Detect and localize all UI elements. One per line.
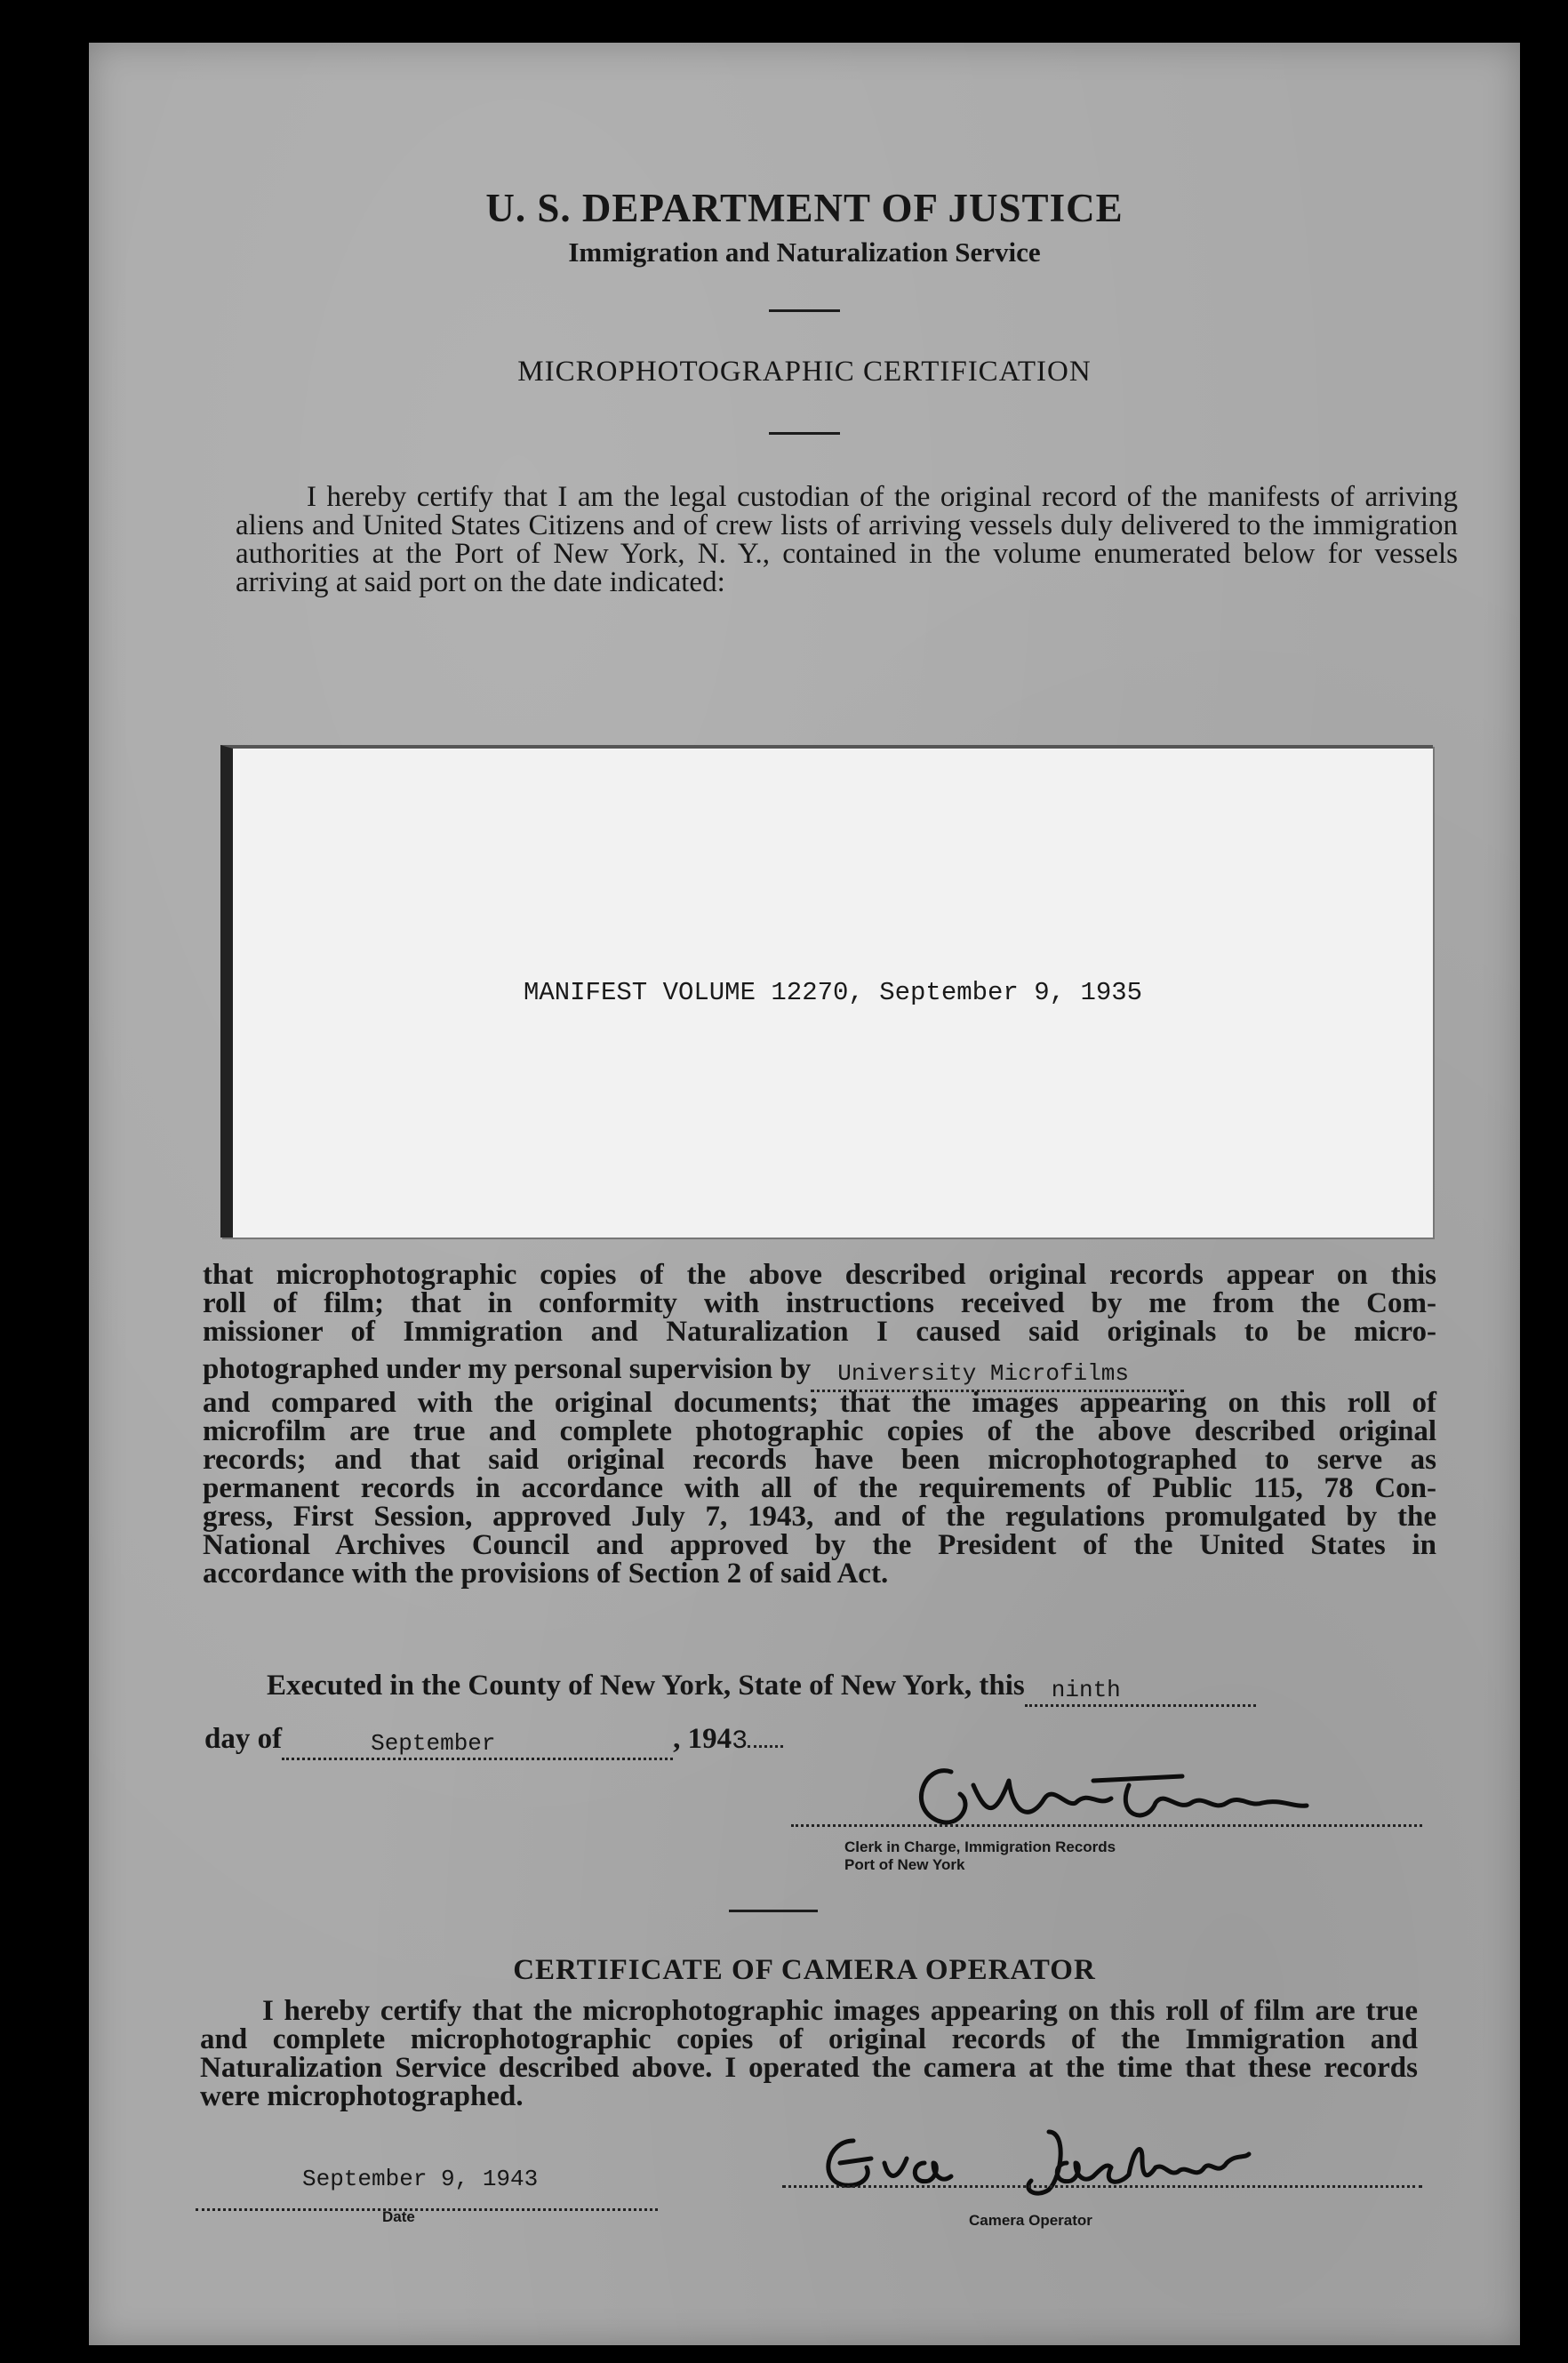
body-line: roll of film; that in conformity with instructions received by me from the Com-: [203, 1287, 1436, 1319]
year-digit: 3: [732, 1726, 748, 1757]
certification-title: MICROPHOTOGRAPHIC CERTIFICATION: [517, 356, 1092, 388]
intro-paragraph: I hereby certify that I am the legal custodian of the original record of the manifests of arriving aliens and United States Citizens and of crew lists of arriving vessels duly delivered to the immigration authorities at the Port of New York, N. Y., contained in the volume enumerated below for vessels arriving at said port on the date indicated:: [236, 481, 1458, 598]
photographer-field: [811, 1358, 1184, 1392]
body-line: permanent records in accordance with all of the requirements of Public 115, 78 Con-: [203, 1472, 1436, 1504]
divider-rule-1: [769, 309, 840, 312]
photographer-prefix: photographed under my personal supervision by: [203, 1353, 812, 1385]
body-line: missioner of Immigration and Naturalization I caused said originals to be micro-: [203, 1316, 1436, 1348]
year-dots: [748, 1745, 783, 1748]
day-field: [1025, 1671, 1256, 1707]
camera-operator-paragraph: I hereby certify that the microphotographic images appearing on this roll of film are true and complete microphotographic copies of original records of the Immigration and Naturalization Service described above. I operated the camera at the time that these records were microphotographed.: [200, 1995, 1418, 2112]
body-line: accordance with the provisions of Section 2 of said Act.: [203, 1558, 889, 1590]
body-line: gress, First Session, approved July 7, 1943, and of the regulations promulgated by the: [203, 1501, 1436, 1533]
year-prefix: , 194: [673, 1723, 732, 1755]
camera-operator-title: CERTIFICATE OF CAMERA OPERATOR: [513, 1954, 1096, 1986]
month-value: September: [371, 1730, 496, 1757]
date-value: September 9, 1943: [302, 2166, 539, 2192]
service-subheading: Immigration and Naturalization Service: [568, 236, 1041, 268]
body-line: microfilm are true and complete photographic copies of the above described original: [203, 1415, 1436, 1447]
day-of-label: day of: [204, 1723, 283, 1755]
body-line: National Archives Council and approved by the President of the United States in: [203, 1529, 1436, 1561]
manifest-insert-card: [220, 745, 1433, 1238]
department-heading: U. S. DEPARTMENT OF JUSTICE: [485, 186, 1124, 230]
date-label: Date: [382, 2208, 415, 2225]
execution-prefix: Executed in the County of New York, State of New York, this: [267, 1670, 1025, 1702]
clerk-title-line2: Port of New York: [844, 1856, 965, 1873]
execution-line: [267, 1670, 1256, 1705]
divider-rule-3: [729, 1910, 818, 1912]
manifest-volume-text: MANIFEST VOLUME 12270, September 9, 1935: [523, 978, 1143, 1007]
camera-operator-signature-line: [782, 2185, 1422, 2188]
clerk-title-line1: Clerk in Charge, Immigration Records: [844, 1838, 1116, 1855]
camera-operator-label: Camera Operator: [969, 2212, 1092, 2229]
body-line: and compared with the original documents; that the images appearing on this roll of: [203, 1387, 1436, 1419]
day-value: ninth: [1051, 1677, 1121, 1703]
day-of-line: [204, 1723, 783, 1758]
divider-rule-2: [769, 432, 840, 435]
clerk-title: [844, 1838, 1116, 1874]
body-line-photographer: [203, 1355, 1436, 1389]
month-field: [282, 1725, 673, 1760]
certificate-sheet: [89, 43, 1520, 2345]
body-line: records; and that said original records have been microphotographed to serve as: [203, 1444, 1436, 1476]
body-line: that microphotographic copies of the above described original records appear on this: [203, 1259, 1436, 1291]
camera-operator-signature: [800, 2114, 1262, 2207]
clerk-signature-line: [791, 1824, 1422, 1827]
photographer-value: University Microfilms: [837, 1360, 1129, 1387]
certification-body: [203, 1261, 1436, 1588]
